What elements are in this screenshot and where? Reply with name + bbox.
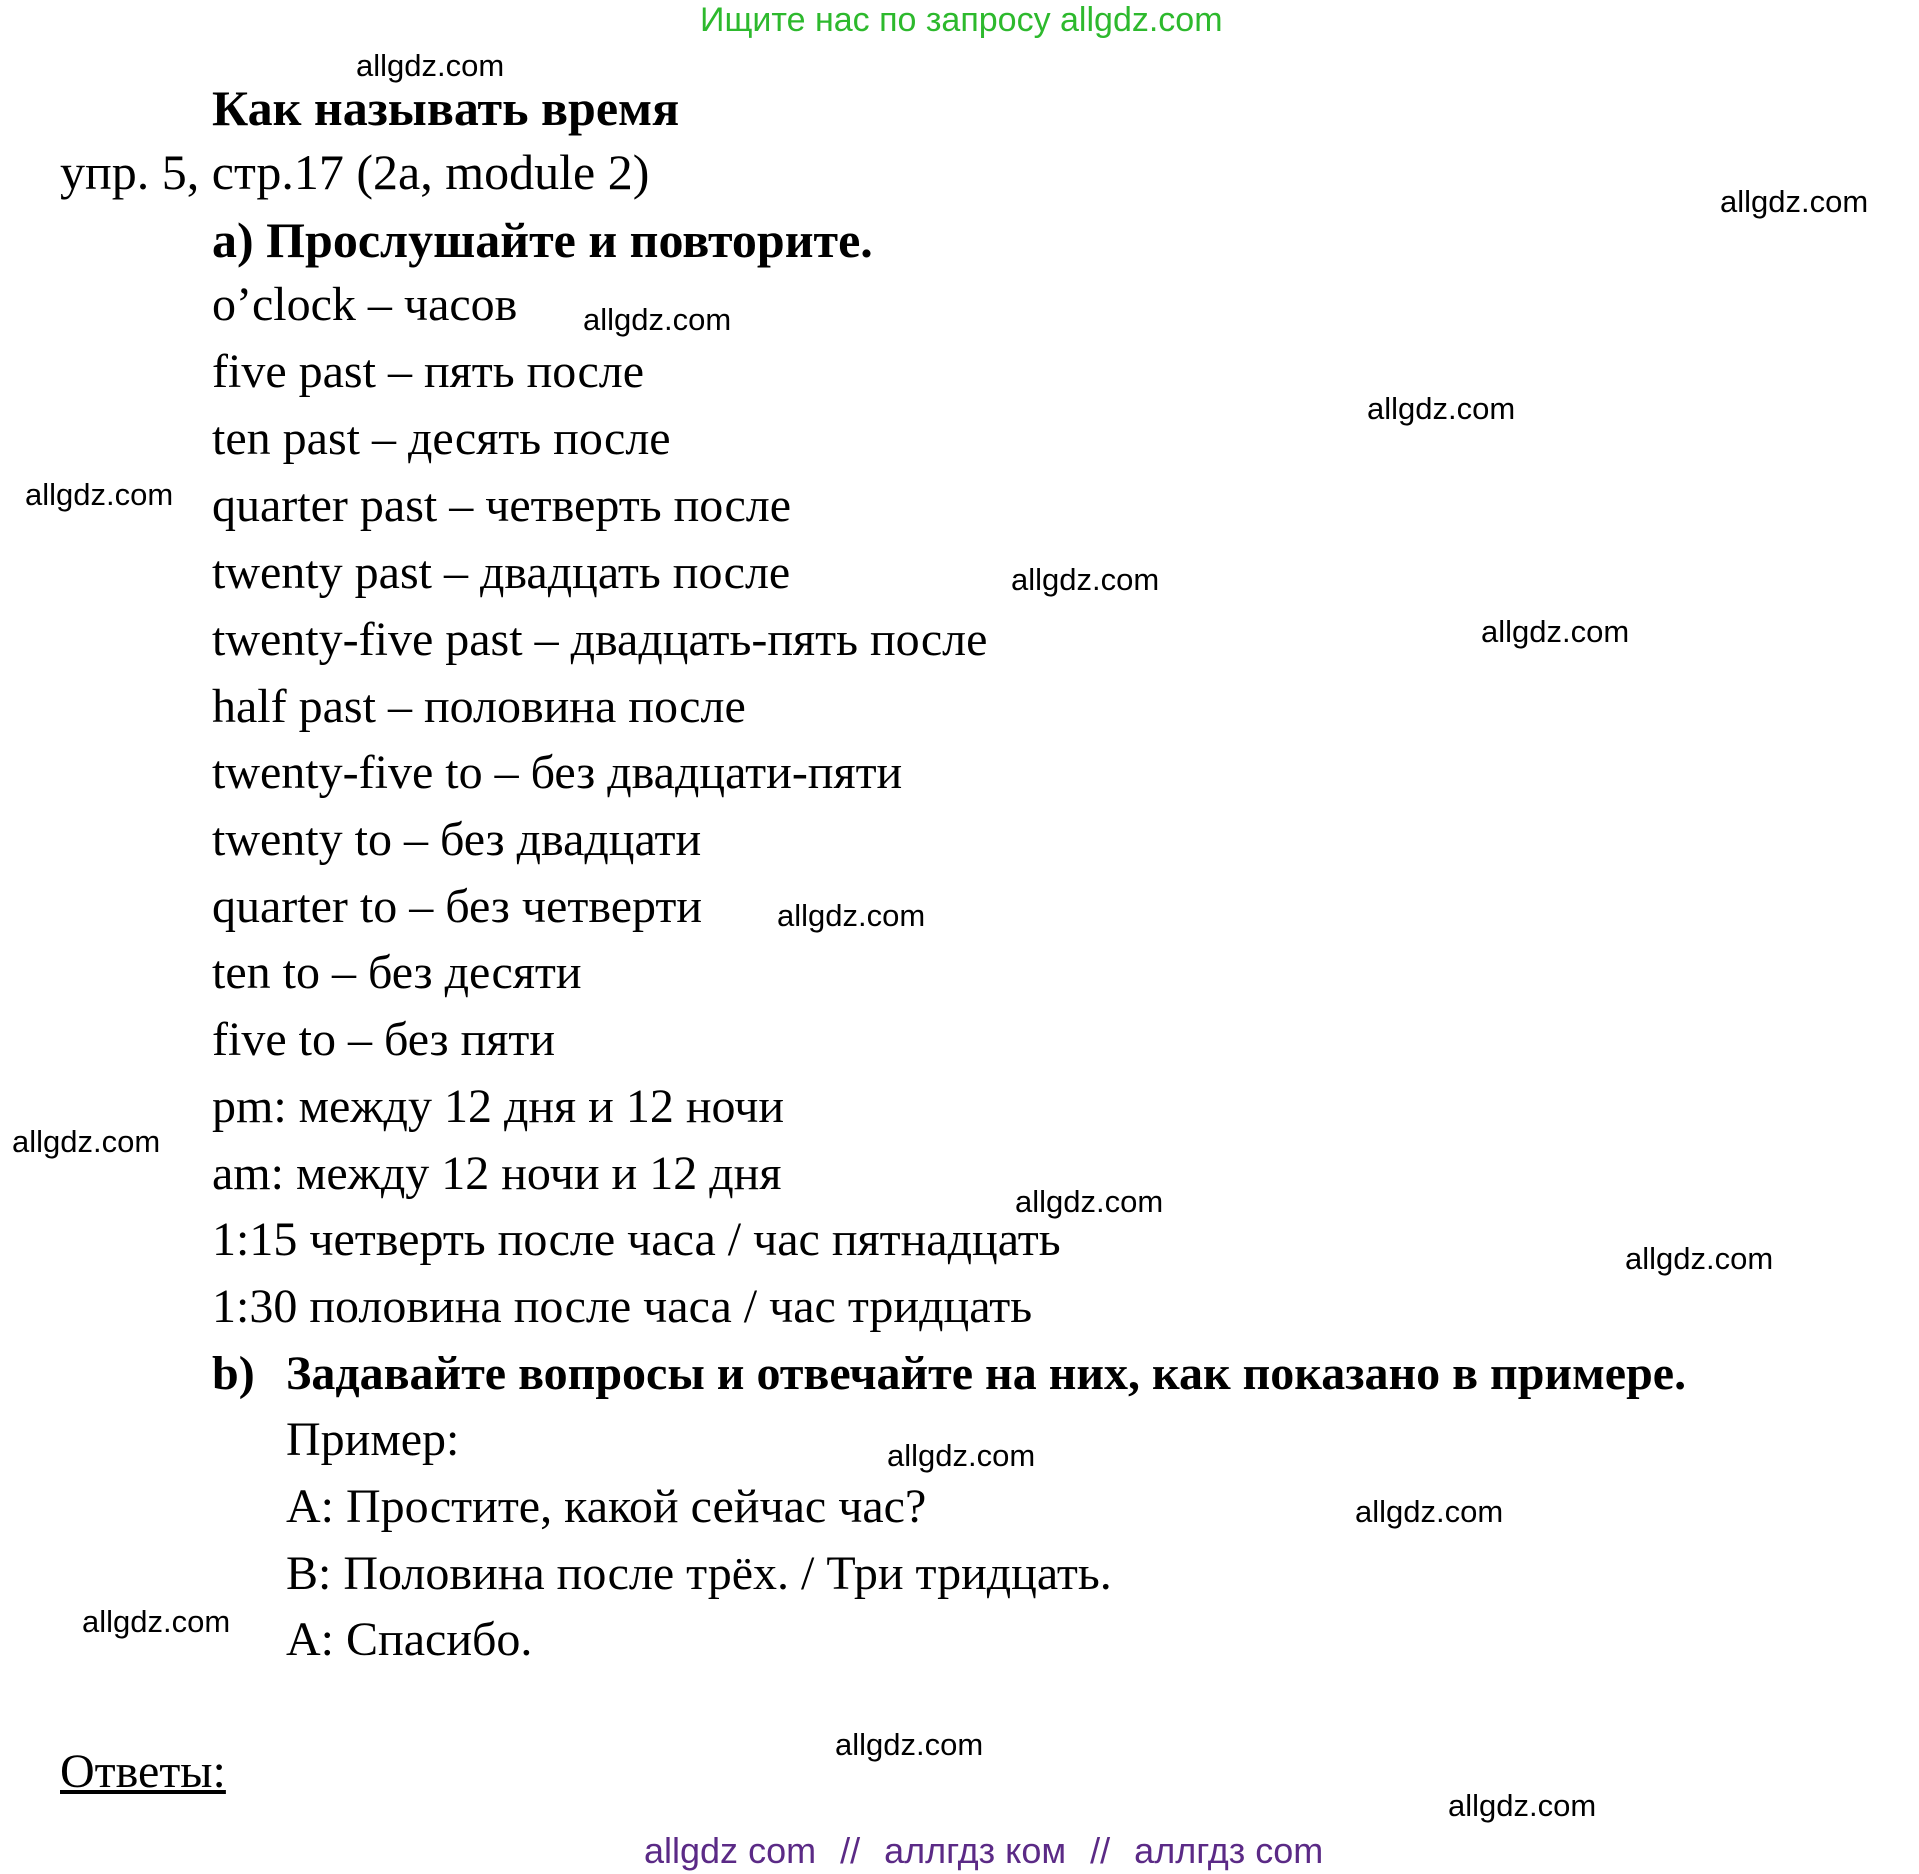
watermark: allgdz.com [1015,1184,1164,1219]
vocab-item: ten past – десять после [212,412,671,465]
watermark: allgdz.com [25,477,174,512]
vocab-item: quarter past – четверть после [212,479,792,532]
example-line: А: Простите, какой сейчас час? [286,1480,927,1533]
answers-label: Ответы: [60,1745,226,1798]
exercise-reference: упр. 5, стр.17 (2a, module 2) [60,144,650,200]
bottom-banner-part: аллгдз com [1134,1830,1324,1871]
watermark: allgdz.com [1367,391,1516,426]
task-b-marker: b) [212,1347,255,1400]
bottom-banner [644,1830,1323,1872]
vocab-item: twenty past – двадцать после [212,546,791,599]
watermark: allgdz.com [583,302,732,337]
vocab-item: quarter to – без четверти [212,880,703,933]
page-title: Как называть время [212,80,680,136]
vocab-item: o’clock – часов [212,278,518,331]
task-b-heading: Задавайте вопросы и отвечайте на них, как показано в примере. [286,1347,1687,1400]
example-line: А: Спасибо. [286,1613,533,1666]
watermark: allgdz.com [1355,1494,1504,1529]
watermark: allgdz.com [777,898,926,933]
top-banner: Ищите нас по запросу allgdz.com [700,1,1223,39]
task-a-heading: а) Прослушайте и повторите. [212,212,873,268]
bottom-banner-part: аллгдз ком [884,1830,1067,1871]
vocab-item: twenty-five to – без двадцати-пяти [212,746,903,799]
watermark: allgdz.com [12,1124,161,1159]
example-line: В: Половина после трёх. / Три тридцать. [286,1547,1112,1600]
vocab-item: ten to – без десяти [212,946,582,999]
watermark: allgdz.com [356,48,505,83]
watermark: allgdz.com [887,1438,1036,1473]
watermark: allgdz.com [82,1604,231,1639]
watermark: allgdz.com [1625,1241,1774,1276]
vocab-item: half past – половина после [212,680,746,733]
bottom-banner-separator: // [1090,1830,1111,1871]
vocab-item: twenty-five past – двадцать-пять после [212,613,988,666]
vocab-item: twenty to – без двадцати [212,813,702,866]
vocab-item: five past – пять после [212,345,645,398]
watermark: allgdz.com [835,1727,984,1762]
vocab-item: 1:15 четверть после часа / час пятнадцать [212,1213,1061,1266]
vocab-item: five to – без пяти [212,1013,556,1066]
vocab-item: 1:30 половина после часа / час тридцать [212,1280,1033,1333]
watermark: allgdz.com [1481,614,1630,649]
bottom-banner-separator: // [840,1830,861,1871]
example-label: Пример: [286,1413,460,1466]
watermark: allgdz.com [1448,1788,1597,1823]
vocab-item: am: между 12 ночи и 12 дня [212,1147,782,1200]
vocab-item: pm: между 12 дня и 12 ночи [212,1080,785,1133]
bottom-banner-part: allgdz com [644,1830,817,1871]
watermark: allgdz.com [1720,184,1869,219]
watermark: allgdz.com [1011,562,1160,597]
